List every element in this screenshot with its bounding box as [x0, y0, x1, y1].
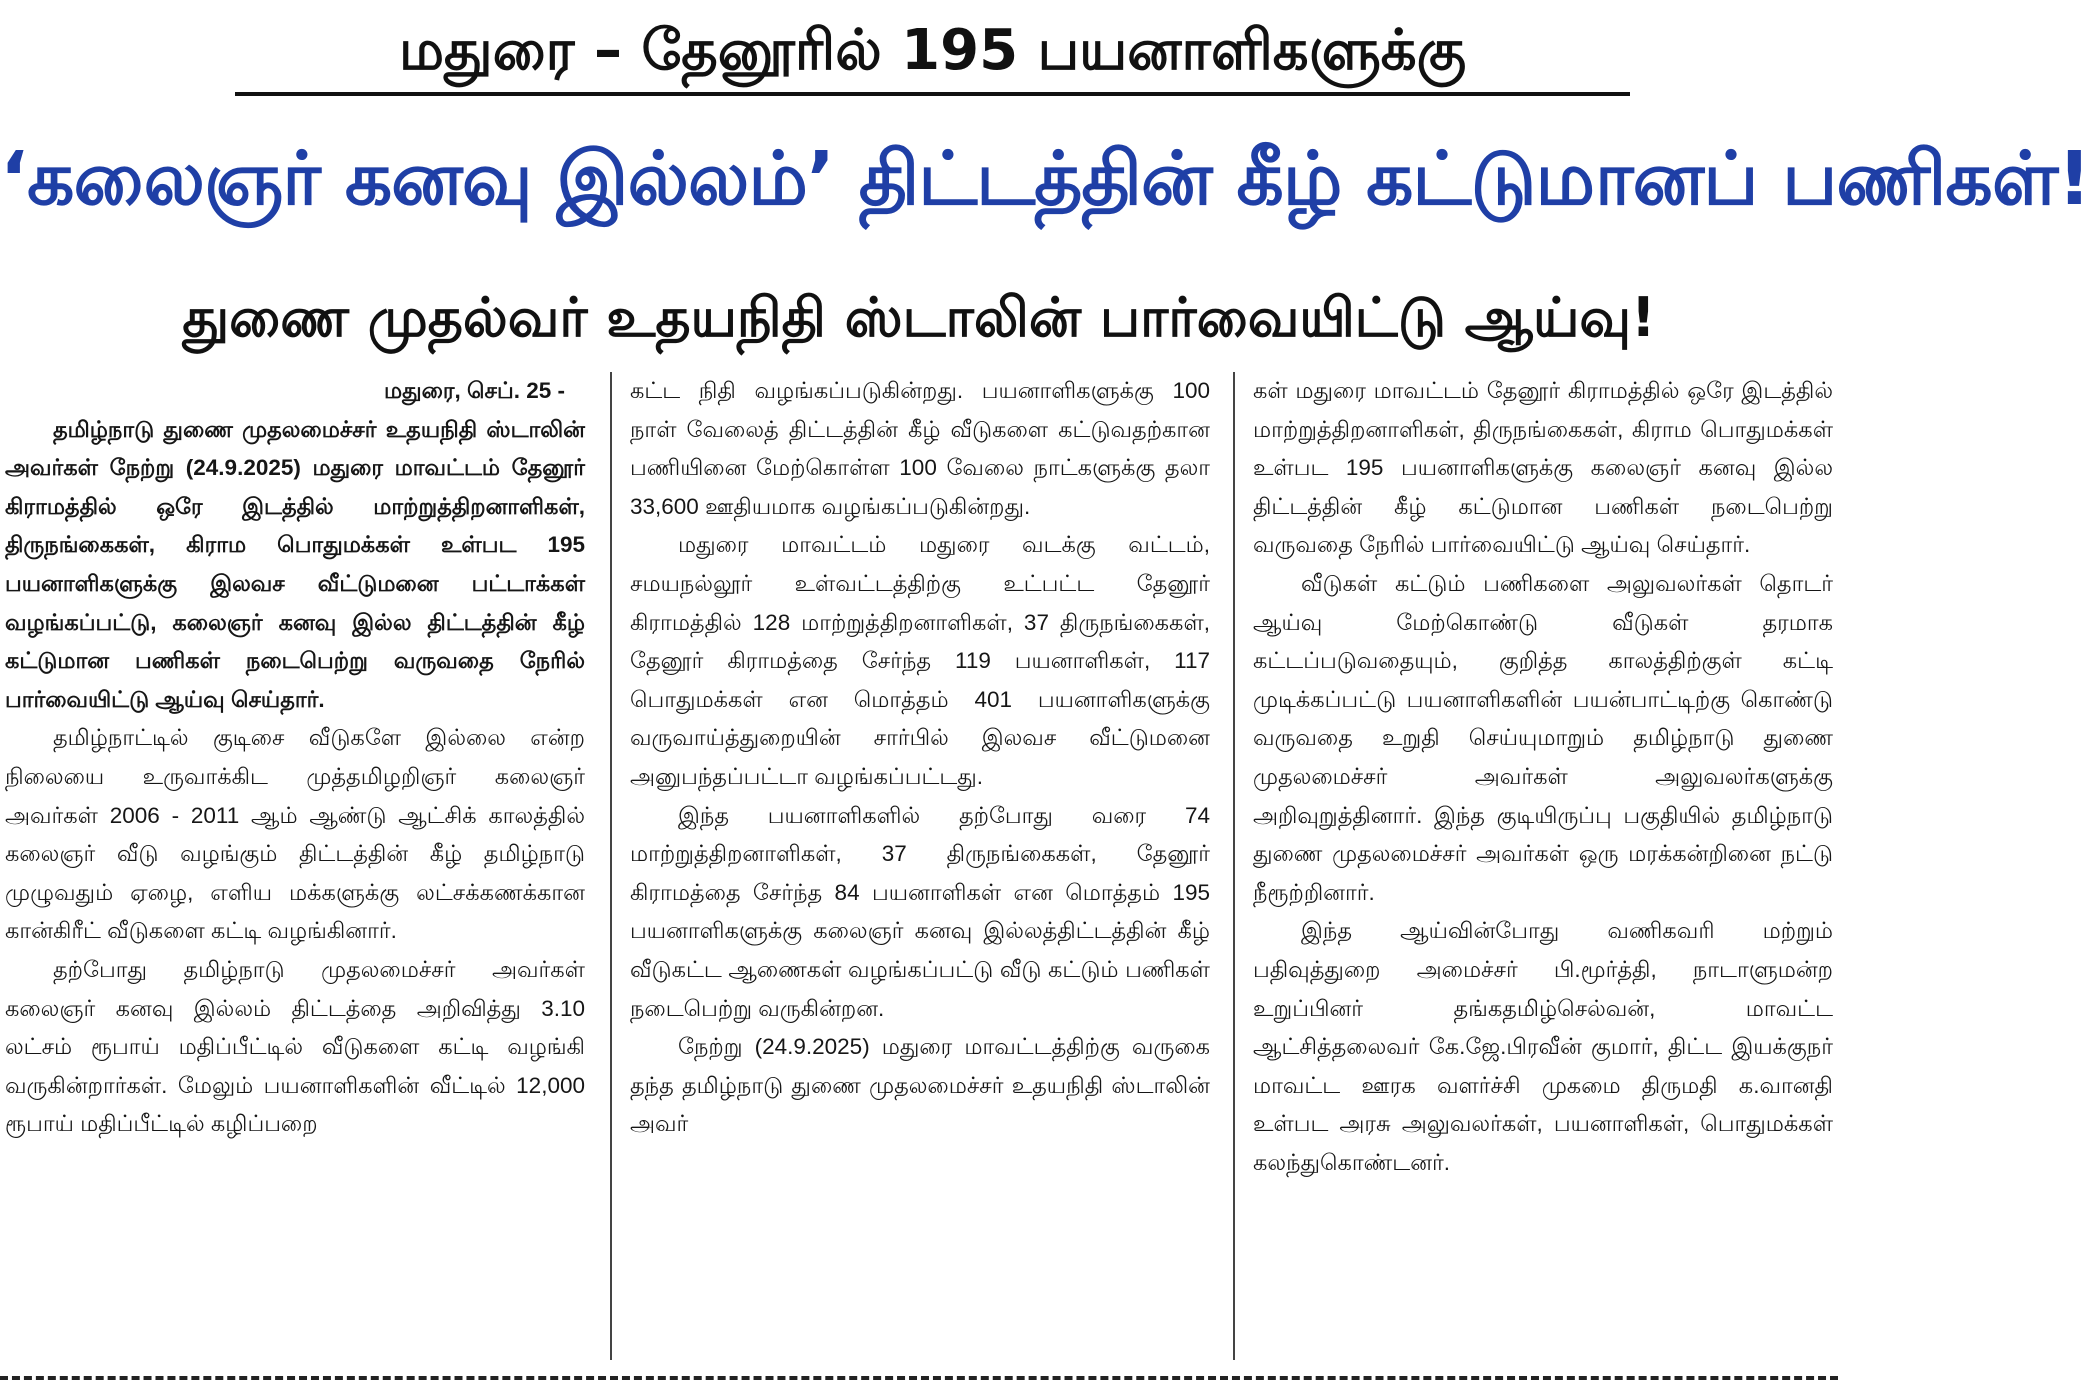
body-paragraph: கட்ட நிதி வழங்கப்படுகின்றது. பயனாளிகளுக்கு 100 நாள் வேலைத் திட்டத்தின் கீழ் வீடுகளை கட்டுவதற்கான பணியினை மேற்கொள்ள 100 வேலை நாட்களுக்கு தலா 33,600 ஊதியமாக வழங்கப்படுகின்றது. — [630, 378, 1210, 519]
body-paragraph: நேற்று (24.9.2025) மதுரை மாவட்டத்திற்கு வருகை தந்த தமிழ்நாடு துணை முதலமைச்சர் உதயநிதி ஸ்டாலின் அவர் — [630, 1034, 1210, 1137]
body-paragraph: கள் மதுரை மாவட்டம் தேனூர் கிராமத்தில் ஒரே இடத்தில் மாற்றுத்திறனாளிகள், திருநங்கைகள், கிராம பொதுமக்கள் உள்பட 195 பயனாளிகளுக்கு கலைஞர் கனவு இல்ல திட்டத்தின் கீழ் கட்டுமான பணிகள் நடைபெற்று வருவதை நேரில் பார்வையிட்டு ஆய்வு செய்தார். — [1253, 378, 1833, 558]
body-paragraph: வீடுகள் கட்டும் பணிகளை அலுவலர்கள் தொடர் ஆய்வு மேற்கொண்டு வீடுகள் தரமாக கட்டப்படுவதையும், குறித்த காலத்திற்குள் கட்டி முடிக்கப்பட்டு பயனாளிகளின் பயன்பாட்டிற்கு கொண்டு வருவதை உறுதி செய்யுமாறும் தமிழ்நாடு துணை முதலமைச்சர் அவர்கள் அலுவலர்களுக்கு அறிவுறுத்தினார். இந்த குடியிருப்பு பகுதியில் தமிழ்நாடு துணை முதலமைச்சர் அவர்கள் ஒரு மரக்கன்றினை நட்டு நீரூற்றினார். — [1253, 570, 1833, 905]
lead-paragraph: தமிழ்நாடு துணை முதலமைச்சர் உதயநிதி ஸ்டாலின் அவர்கள் நேற்று (24.9.2025) மதுரை மாவட்டம் தேனூர் கிராமத்தில் ஒரே இடத்தில் மாற்றுத்திறனாளிகள், திருநங்கைகள், கிராம பொதுமக்கள் உள்பட 195 பயனாளிகளுக்கு இலவச வீட்டுமனை பட்டாக்கள் வழங்கப்பட்டு, கலைஞர் கனவு இல்ல திட்டத்தின் கீழ் கட்டுமான பணிகள் நடைபெற்று வருவதை நேரில் பார்வையிட்டு ஆய்வு செய்தார். — [5, 416, 585, 712]
column-divider — [1233, 372, 1235, 1360]
body-paragraph: தமிழ்நாட்டில் குடிசை வீடுகளே இல்லை என்ற நிலையை உருவாக்கிட முத்தமிழறிஞர் கலைஞர் அவர்கள் 2006 - 2011 ஆம் ஆண்டு ஆட்சிக் காலத்தில் கலைஞர் வீடு வழங்கும் திட்டத்தின் கீழ் தமிழ்நாடு முழுவதும் ஏழை, எளிய மக்களுக்கு லட்சக்கணக்கான கான்கிரீட் வீடுகளை கட்டி வழங்கினார். — [5, 725, 585, 944]
article-column-3 — [1253, 372, 1833, 1360]
main-headline: ‘கலைஞர் கனவு இல்லம்’ திட்டத்தின் கீழ் கட்டுமானப் பணிகள்! — [0, 136, 2090, 222]
article-column-2 — [630, 372, 1210, 1360]
subheadline: துணை முதல்வர் உதயநிதி ஸ்டாலின் பார்வையிட்டு ஆய்வு! — [182, 286, 1656, 349]
body-paragraph: தற்போது தமிழ்நாடு முதலமைச்சர் அவர்கள் கலைஞர் கனவு இல்லம் திட்டத்தை அறிவித்து 3.10 லட்சம் ரூபாய் மதிப்பீட்டில் வீடுகளை கட்டி வழங்கி வருகின்றார்கள். மேலும் பயனாளிகளின் வீட்டில் 12,000 ரூபாய் மதிப்பீட்டில் கழிப்பறை — [5, 956, 585, 1137]
column-divider — [610, 372, 612, 1360]
dateline: மதுரை, செப். 25 - — [383, 378, 565, 403]
dashed-cut-line — [0, 1376, 1838, 1380]
body-paragraph: இந்த ஆய்வின்போது வணிகவரி மற்றும் பதிவுத்துறை அமைச்சர் பி.மூர்த்தி, நாடாளுமன்ற உறுப்பினர் தங்கதமிழ்செல்வன், மாவட்ட ஆட்சித்தலைவர் கே.ஜே.பிரவீன் குமார், திட்ட இயக்குநர் மாவட்ட ஊரக வளர்ச்சி முகமை திருமதி க.வானதி உள்பட அரசு அலுவலர்கள், பயனாளிகள், பொதுமக்கள் கலந்துகொண்டனர். — [1253, 918, 1833, 1175]
kicker-headline: மதுரை – தேனூரில் 195 பயனாளிகளுக்கு — [235, 10, 1630, 96]
body-paragraph: இந்த பயனாளிகளில் தற்போது வரை 74 மாற்றுத்திறனாளிகள், 37 திருநங்கைகள், தேனூர் கிராமத்தை சேர்ந்த 84 பயனாளிகள் என மொத்தம் 195 பயனாளிகளுக்கு கலைஞர் கனவு இல்லத்திட்டத்தின் கீழ் வீடுகட்ட ஆணைகள் வழங்கப்பட்டு வீடு கட்டும் பணிகள் நடைபெற்று வருகின்றன. — [630, 802, 1210, 1021]
article-column-1 — [5, 372, 585, 1360]
body-paragraph: மதுரை மாவட்டம் மதுரை வடக்கு வட்டம், சமயநல்லூர் உள்வட்டத்திற்கு உட்பட்ட தேனூர் கிராமத்தில் 128 மாற்றுத்திறனாளிகள், 37 திருநங்கைகள், தேனூர் கிராமத்தை சேர்ந்த 119 பயனாளிகள், 117 பொதுமக்கள் என மொத்தம் 401 பயனாளிகளுக்கு வருவாய்த்துறையின் சார்பில் இலவச வீட்டுமனை அனுபந்தப்பட்டா வழங்கப்பட்டது. — [630, 532, 1210, 789]
